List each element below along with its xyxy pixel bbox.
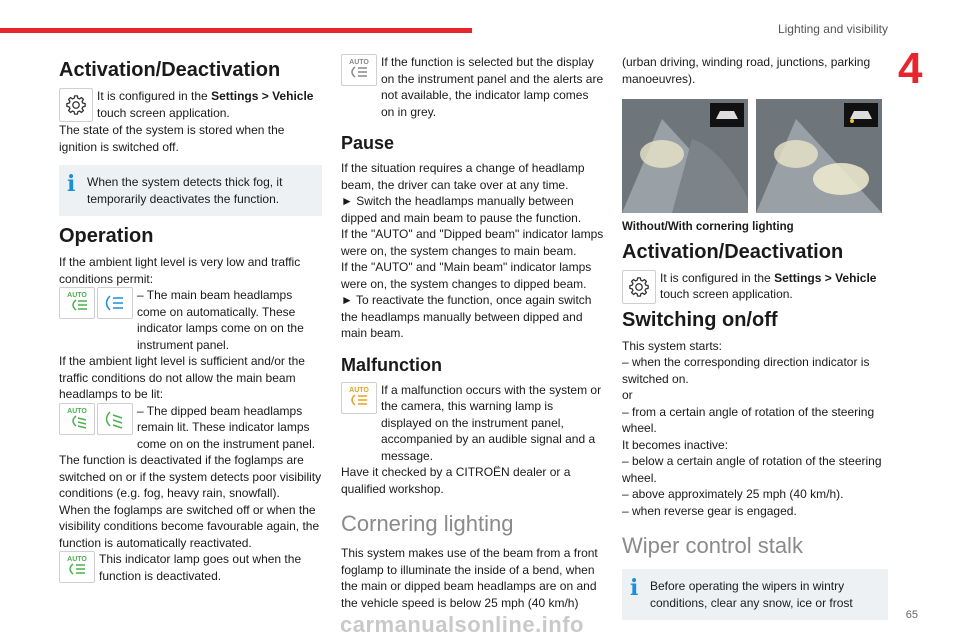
inactive-3: – when reverse gear is engaged. (622, 503, 797, 518)
pause-step2: ► To reactivate the function, once again switch the headlamps manually between dipped and main beam. (341, 293, 592, 340)
starts-1: – when the corresponding direction indicator is switched on. (622, 355, 870, 386)
starts: This system starts: (622, 338, 723, 353)
lamp-icons (59, 287, 133, 319)
pause-auto-dipped: If the "AUTO" and "Dipped beam" indicator lamps were on, the system changes to main beam. (341, 227, 604, 258)
heading-switching: Switching on/off (622, 308, 778, 331)
activation-text: It is configured in the Settings > Vehicle touch screen application. (97, 89, 314, 120)
pause-auto-main: If the "AUTO" and "Main beam" indicator lamps were on, the system changes to dipped beam. (341, 260, 592, 291)
svg-text:AUTO: AUTO (67, 556, 87, 563)
inactive-2: – above approximately 25 mph (40 km/h). (622, 487, 844, 501)
auto-dipped-icon (59, 403, 95, 435)
lamp-icons (59, 403, 133, 435)
chapter-number: 4 (898, 44, 923, 93)
photo-without-cornering (622, 99, 748, 213)
pause-step1: ► Switch the headlamps manually between dipped and main beam to pause the function. (341, 194, 582, 225)
settings-row (59, 88, 322, 122)
heading-activation: Activation/Deactivation (59, 59, 281, 81)
svg-text:AUTO: AUTO (67, 292, 87, 299)
svg-text:AUTO: AUTO (67, 407, 87, 415)
auto-lamp-icon (59, 551, 95, 583)
op-reactivated: When the foglamps are switched off or when the visibility conditions become favourable again, the function is automatically reactivated. (59, 502, 320, 550)
heading-cornering: Cornering lighting (341, 511, 514, 536)
note-text: Before operating the wipers in wintry conditions, clear any snow, ice or frost (650, 579, 853, 610)
malfunction-text: If a malfunction occurs with the system or the camera, this warning lamp is displayed on the instrument panel, accompanied by an audible signal and a message. (381, 382, 602, 463)
dipped-beam-icon (97, 403, 133, 435)
auto-warning-icon (341, 382, 377, 414)
malfunction-check: Have it checked by a CITROËN dealer or a qualified workshop. (341, 465, 571, 496)
heading-wiper: Wiper control stalk (622, 533, 803, 558)
auto-grey-icon (341, 54, 377, 86)
gear-icon (59, 88, 93, 122)
info-icon: i (630, 575, 639, 601)
cont-text: (urban driving, winding road, junctions, parking manoeuvres). (622, 55, 871, 86)
column-2 (341, 54, 604, 611)
section-title: Lighting and visibility (777, 22, 888, 36)
settings-row-2 (622, 270, 888, 304)
dipped-beam-row (59, 403, 322, 453)
svg-text:AUTO: AUTO (349, 59, 369, 66)
goes-out-row (59, 551, 322, 584)
photo-with-cornering (756, 99, 882, 213)
cornering-photos (622, 99, 888, 213)
op-goes-out: This indicator lamp goes out when the function is deactivated. (99, 552, 302, 583)
heading-activation-2: Activation/Deactivation (622, 240, 844, 263)
inactive: It becomes inactive: (622, 437, 729, 452)
activation-text-2: It is configured in the Settings > Vehicle touch screen application. (660, 270, 877, 301)
cornering-text: This system makes use of the beam from a front foglamp to illuminate the inside of a bend, when the main or dipped beam headlamps are on and the vehicle speed is below 25 mph (40 km/h) (341, 546, 598, 610)
auto-main-beam-icon (59, 287, 95, 319)
photo-caption: Without/With cornering lighting (622, 221, 794, 233)
page-number: 65 (905, 609, 918, 621)
main-beam-row (59, 287, 322, 353)
svg-text:AUTO: AUTO (349, 386, 369, 394)
header-red-bar (0, 28, 472, 33)
info-note-wiper (622, 569, 888, 620)
column-3 (622, 54, 888, 628)
op-sufficient: If the ambient light level is sufficient and/or the traffic conditions do not allow the main beam headlamps to be lit: (59, 354, 305, 401)
pause-text: If the situation requires a change of headlamp beam, the driver can take over at any time. (341, 161, 585, 192)
column-1 (59, 54, 322, 584)
note-text: When the system detects thick fog, it temporarily deactivates the function. (87, 175, 283, 206)
op-main-beam: – The main beam headlamps come on automatically. These indicator lamps come on on the instrument panel. (137, 288, 304, 352)
heading-pause: Pause (341, 133, 395, 153)
watermark: carmanualsonline.info (340, 612, 584, 637)
gear-icon (622, 270, 656, 304)
malfunction-row (341, 382, 604, 465)
op-dipped: – The dipped beam headlamps remain lit. These indicator lamps come on on the instrument panel. (137, 403, 316, 451)
info-note-fog (59, 165, 322, 216)
heading-malfunction: Malfunction (341, 354, 442, 375)
op-intro: If the ambient light level is very low and traffic conditions permit: (59, 255, 301, 286)
state-stored: The state of the system is stored when the ignition is switched off. (59, 123, 285, 154)
starts-2: – from a certain angle of rotation of the steering wheel. (622, 404, 875, 435)
selected-grey: If the function is selected but the display on the instrument panel and the alerts are not available, the indicator lamp comes on in grey. (381, 55, 604, 119)
or-text: or (622, 388, 633, 402)
info-icon: i (67, 171, 76, 197)
inactive-1: – below a certain angle of rotation of the steering wheel. (622, 454, 882, 485)
grey-lamp-row (341, 54, 604, 120)
main-beam-icon (97, 287, 133, 319)
heading-operation: Operation (59, 225, 154, 247)
op-foglamps: The function is deactivated if the foglamps are switched on or if the system detects poor visibility conditions (e.g. fog, heavy rain, snowfall). (59, 453, 322, 500)
